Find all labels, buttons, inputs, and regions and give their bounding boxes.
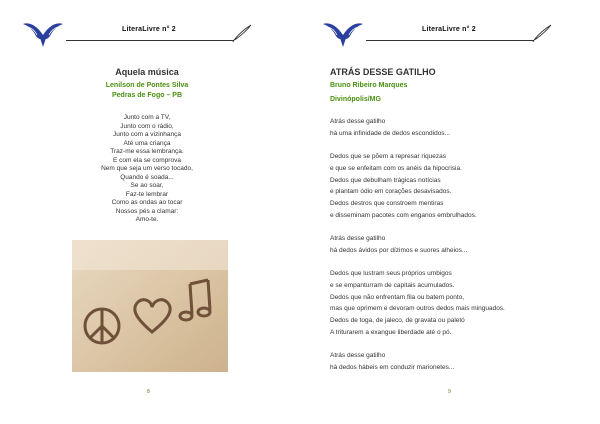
header-rule xyxy=(366,40,534,41)
text-line: Dedos que não enfrentam fila ou batem ponto, xyxy=(330,293,465,301)
poem-line: Quando é soada... xyxy=(120,173,174,181)
article-body xyxy=(330,116,580,373)
text-line: Dedos que se põem a represar riquezas xyxy=(330,153,446,161)
quill-icon xyxy=(532,24,552,42)
sand-drawing-photo xyxy=(72,240,228,372)
author-name: Bruno Ribeiro Marques xyxy=(330,82,408,89)
bird-logo-icon xyxy=(322,18,364,48)
text-line: e se empanturram de capitais acumulados. xyxy=(330,281,455,289)
poem-line: Amo-te. xyxy=(135,216,159,223)
poem-line: Junto com o rádio, xyxy=(120,122,174,130)
poem-line: Nem que seja um verso tocado, xyxy=(101,165,193,172)
text-line: e que se enfeitam com os anéis da hipocrisia. xyxy=(330,164,462,172)
poem-line: E com ela se comprova xyxy=(113,156,181,164)
article-author xyxy=(330,81,407,109)
poem-line: Se ao soar, xyxy=(130,182,164,189)
poem-title: Aquela música xyxy=(115,67,179,77)
text-line: e plantam ódio em corações desavisados. xyxy=(330,188,452,196)
text-line: Dedos destros que constroem mentiras xyxy=(330,199,444,207)
text-line: e disseminam pacotes com enganos embrulhados. xyxy=(330,211,477,219)
poem-line: Junto com a TV, xyxy=(123,114,171,121)
text-line: Atrás desse gatilho xyxy=(330,352,386,359)
quill-icon xyxy=(232,24,252,42)
text-line: A triturarem a exangue liberdade até o pó. xyxy=(330,328,452,336)
poem-line: Junto com a vizinhança xyxy=(113,131,181,138)
header-rule xyxy=(66,40,234,41)
text-line: Atrás desse gatilho xyxy=(330,118,386,125)
page-number: 8 xyxy=(147,389,150,395)
poem-line: Traz-me essa lembrança. xyxy=(110,148,184,155)
poem-line: Faz-te lembrar xyxy=(125,190,169,198)
poem-author xyxy=(72,81,222,101)
bird-logo-icon xyxy=(22,18,64,48)
text-line: Dedos que lustram seus próprios umbigos xyxy=(330,270,452,278)
magazine-title: LiteraLivre n° 2 xyxy=(122,26,176,33)
magazine-title: LiteraLivre n° 2 xyxy=(422,26,476,33)
author-location: Divinópolis/MG xyxy=(330,96,381,103)
poem-line: Como as ondas ao tocar xyxy=(111,199,183,206)
text-line: Atrás desse gatilho xyxy=(330,235,386,242)
text-line: há dedos ávidos por dízimos e suores alheios... xyxy=(330,246,468,254)
author-name: Lenilson de Pontes Silva xyxy=(105,82,189,89)
author-location: Pedras de Fogo – PB xyxy=(111,92,183,99)
article-title: ATRÁS DESSE GATILHO xyxy=(330,67,436,77)
poem-line: Nossos pés a clamar: xyxy=(115,207,179,215)
text-line: mas que oprimem e devoram outros dedos mais minguados. xyxy=(330,305,505,313)
text-line: há dedos hábeis em conduzir marionetes... xyxy=(330,363,455,371)
poem-body xyxy=(72,114,222,225)
right-page xyxy=(300,0,600,424)
page-header xyxy=(322,18,552,50)
page-header xyxy=(22,18,252,50)
text-line: há uma infinidade de dedos escondidos... xyxy=(330,129,450,137)
text-line: Dedos de toga, de jaleco, de gravata ou paletó xyxy=(330,316,465,324)
poem-line: Até uma criança xyxy=(123,139,171,147)
page-number: 9 xyxy=(448,389,451,395)
text-line: Dedos que debulham trágicas notícias xyxy=(330,176,441,184)
